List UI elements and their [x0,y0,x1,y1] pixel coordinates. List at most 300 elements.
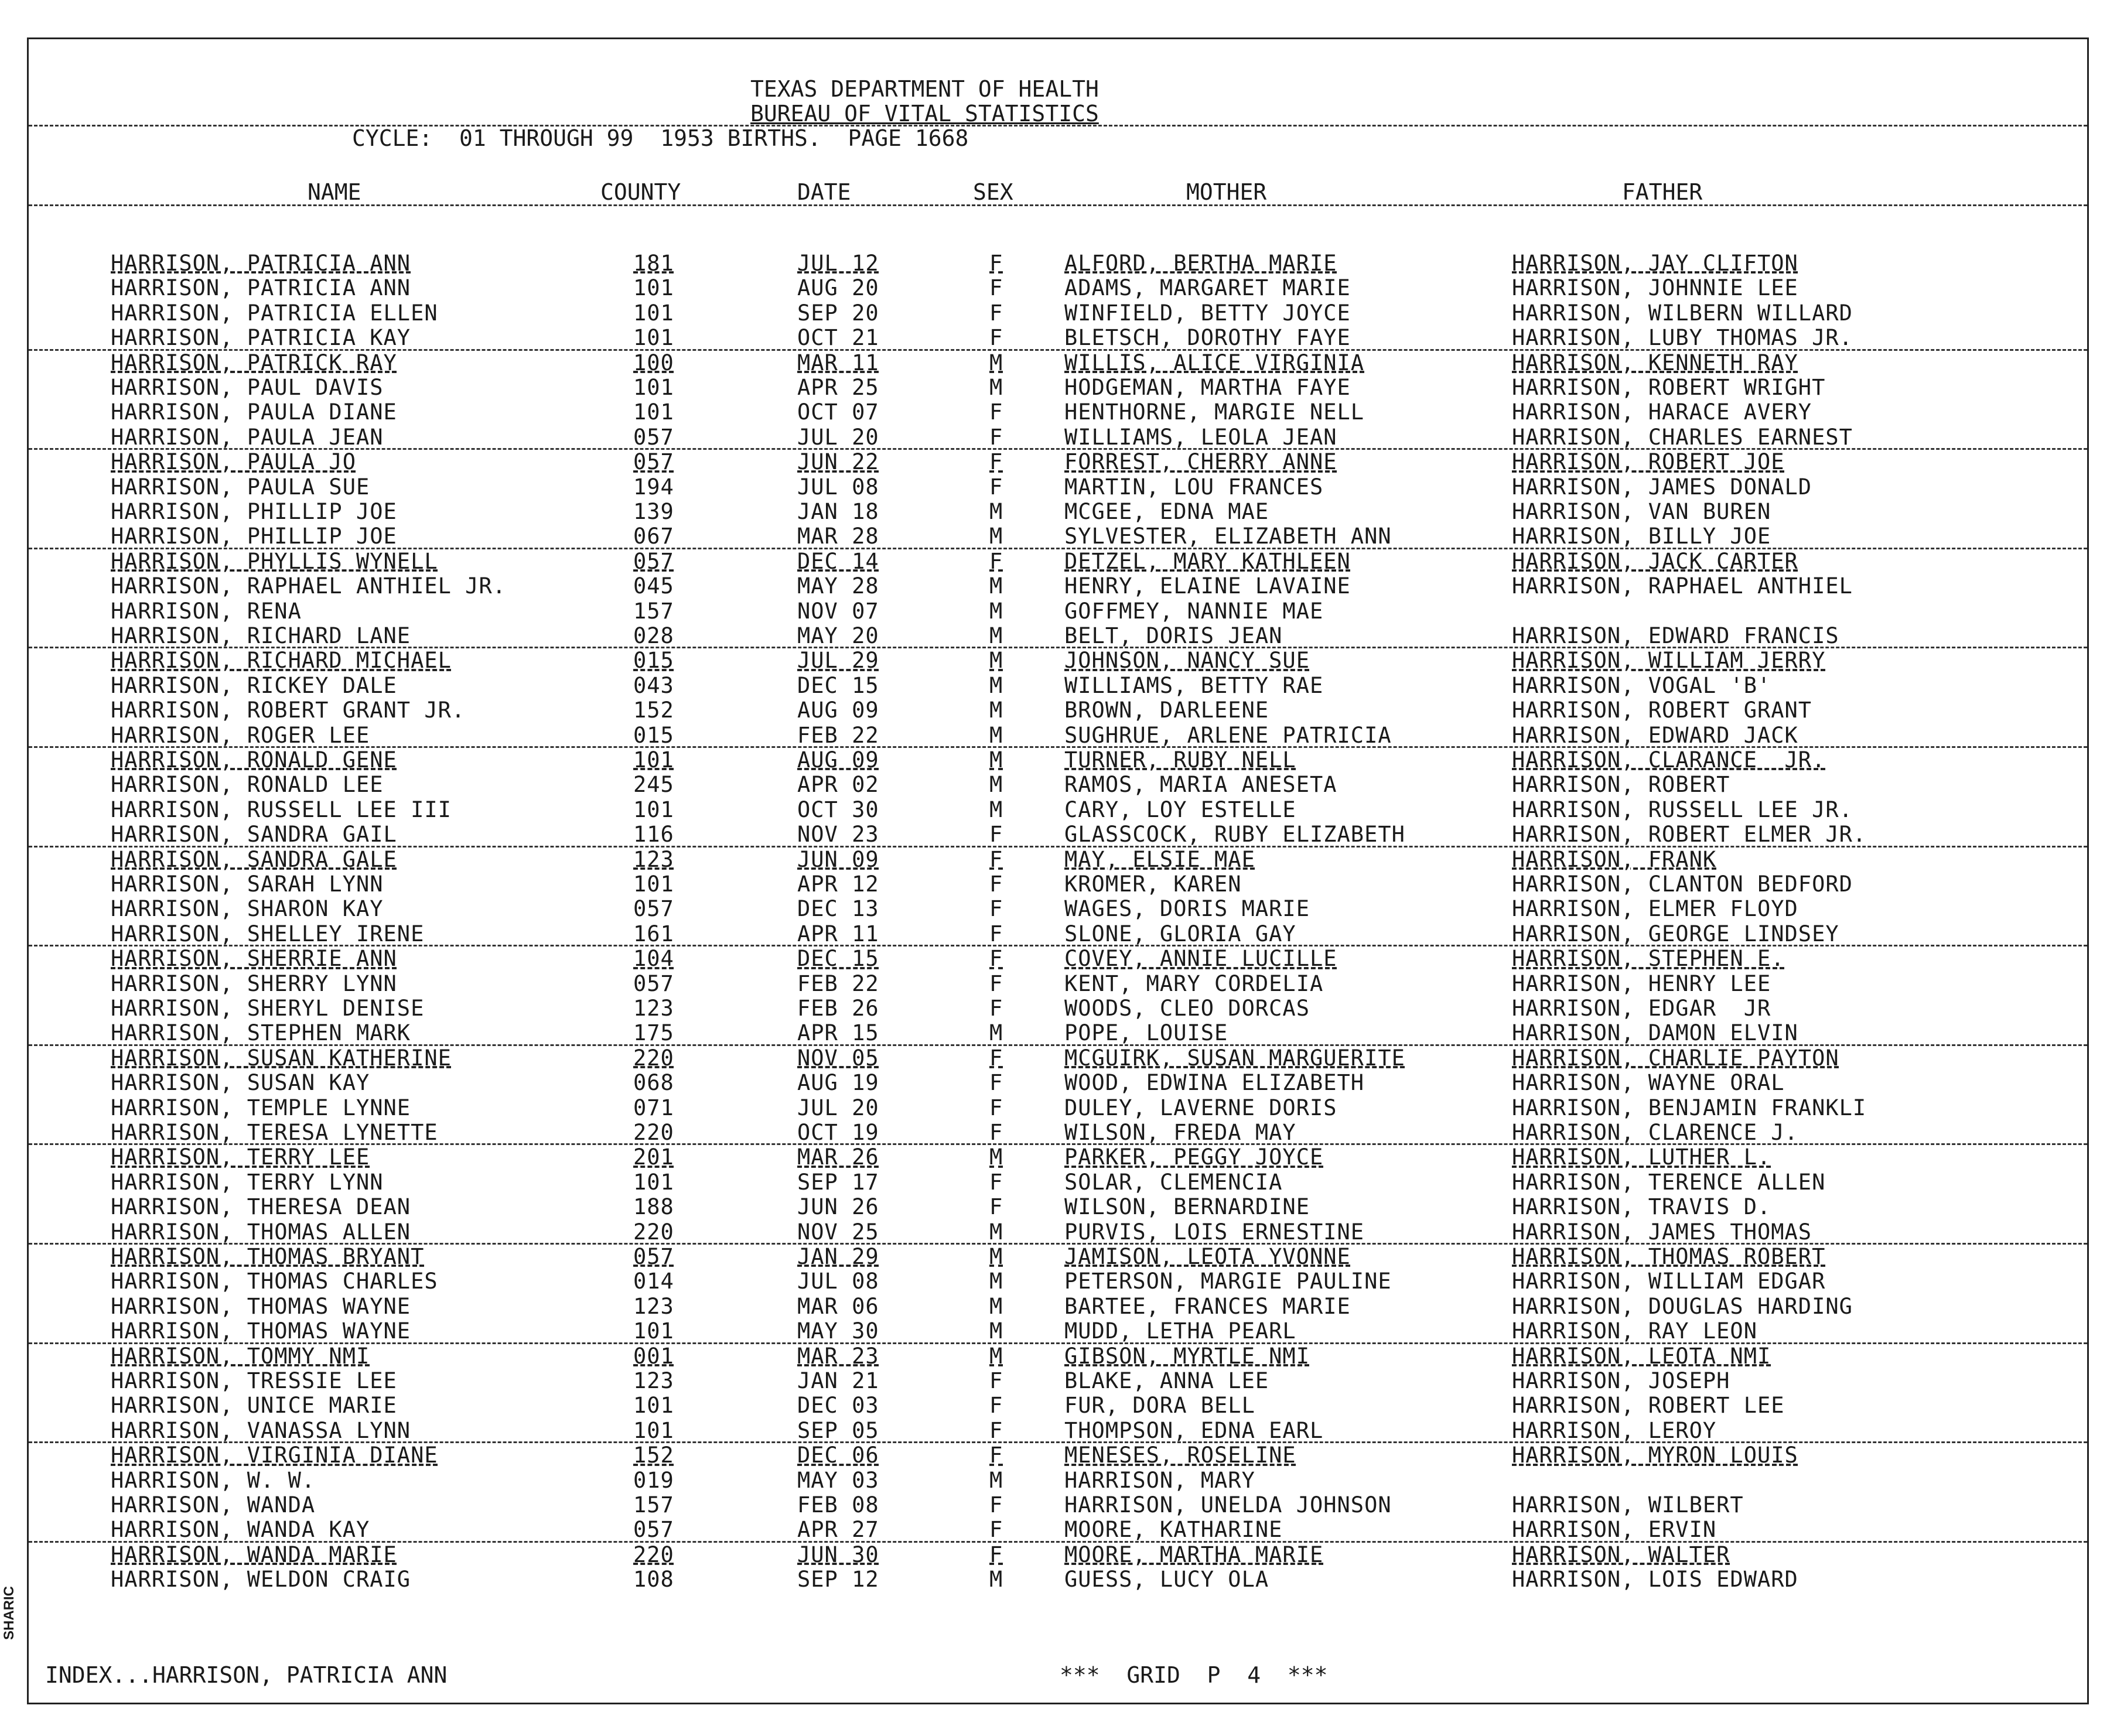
cell-date: NOV 07 [797,598,879,624]
cell-father: HARRISON, KENNETH RAY [1512,350,1798,375]
table-row [29,1419,2087,1443]
cell-father: HARRISON, JACK CARTER [1512,548,1798,574]
cell-date: JUL 29 [797,648,879,674]
cell-father: HARRISON, ROBERT GRANT [1512,698,1812,723]
cell-county: 101 [633,872,674,897]
cell-father: HARRISON, ROBERT WRIGHT [1512,375,1826,400]
cell-county: 001 [633,1343,674,1369]
cell-name: HARRISON, PAULA DIANE [111,399,397,425]
table-row [29,549,2087,574]
cell-county: 028 [633,623,674,648]
cell-mother: KENT, MARY CORDELIA [1064,970,1324,996]
cell-name: HARRISON, PHILLIP JOE [111,524,397,549]
table-row [29,624,2087,648]
cell-mother: GLASSCOCK, RUBY ELIZABETH [1064,822,1405,848]
column-header-rule [29,204,2087,206]
cell-father: HARRISON, TRAVIS D. [1512,1194,1771,1220]
cell-mother: HENRY, ELAINE LAVAINE [1064,573,1351,599]
cell-father: HARRISON, BENJAMIN FRANKLI [1512,1095,1867,1120]
cell-sex: F [989,1045,1003,1071]
cell-sex: F [989,474,1003,500]
table-row [29,1319,2087,1344]
cell-date: MAR 26 [797,1144,879,1170]
cell-sex: M [989,1467,1003,1493]
cell-name: HARRISON, SANDRA GALE [111,846,397,872]
cell-date: AUG 20 [797,275,879,301]
cell-county: 057 [633,548,674,574]
cell-mother: BROWN, DARLEENE [1064,698,1269,723]
cell-sex: F [989,846,1003,872]
cell-date: MAR 11 [797,350,879,375]
cell-county: 108 [633,1567,674,1593]
cell-name: HARRISON, PAULA JEAN [111,424,384,450]
cell-father: HARRISON, THOMAS ROBERT [1512,1244,1826,1269]
cell-sex: F [989,1443,1003,1468]
cell-mother: HARRISON, MARY [1064,1467,1255,1493]
cell-name: HARRISON, SHERRY LYNN [111,970,397,996]
table-row [29,1021,2087,1045]
cell-name: HARRISON, TRESSIE LEE [111,1368,397,1393]
table-row [29,425,2087,450]
col-header-date: DATE [797,179,851,205]
cell-mother: WILLIAMS, LEOLA JEAN [1064,424,1337,450]
cell-county: 101 [633,399,674,425]
cell-father: HARRISON, RAY LEON [1512,1318,1757,1344]
cell-name: HARRISON, SHARON KAY [111,896,384,922]
cell-county: 123 [633,846,674,872]
cell-mother: WAGES, DORIS MARIE [1064,896,1310,922]
cell-sex: M [989,1219,1003,1245]
cell-mother: COVEY, ANNIE LUCILLE [1064,946,1337,972]
cell-county: 220 [633,1120,674,1145]
table-row [29,798,2087,822]
cell-sex: M [989,573,1003,599]
cell-mother: PARKER, PEGGY JOYCE [1064,1144,1324,1170]
side-label [1,1585,25,1699]
cell-county: 057 [633,424,674,450]
cell-county: 101 [633,747,674,773]
cell-sex: M [989,1020,1003,1046]
cell-father: HARRISON, DOUGLAS HARDING [1512,1293,1853,1319]
cell-county: 220 [633,1045,674,1071]
cell-date: MAR 23 [797,1343,879,1369]
table-row [29,1120,2087,1145]
cell-name: HARRISON, TERRY LEE [111,1144,370,1170]
cell-date: DEC 13 [797,896,879,922]
cell-father: HARRISON, ROBERT JOE [1512,449,1785,475]
cell-mother: MUDD, LETHA PEARL [1064,1318,1296,1344]
cell-mother: MCGUIRK, SUSAN MARGUERITE [1064,1045,1405,1071]
table-row [29,599,2087,624]
table-row [29,251,2087,276]
table-row [29,500,2087,524]
table-row [29,848,2087,872]
cell-county: 101 [633,325,674,351]
cell-sex: M [989,772,1003,798]
table-row [29,674,2087,698]
cell-name: HARRISON, SANDRA GAIL [111,822,397,848]
table-row [29,1294,2087,1319]
cell-father: HARRISON, ELMER FLOYD [1512,896,1798,922]
table-row [29,773,2087,797]
cell-name: HARRISON, VIRGINIA DIANE [111,1443,438,1468]
cell-date: MAR 06 [797,1293,879,1319]
col-header-father: FATHER [1622,179,1703,205]
cell-sex: F [989,946,1003,972]
cell-county: 101 [633,1318,674,1344]
cell-father: HARRISON, VOGAL 'B' [1512,672,1771,698]
cell-mother: RAMOS, MARIA ANESETA [1064,772,1337,798]
cell-name: HARRISON, PAULA SUE [111,474,370,500]
table-row [29,723,2087,748]
cell-date: DEC 15 [797,946,879,972]
cell-sex: F [989,1194,1003,1220]
cell-father: HARRISON, ERVIN [1512,1517,1717,1543]
cell-date: AUG 09 [797,698,879,723]
cell-date: FEB 22 [797,722,879,748]
table-row [29,1096,2087,1120]
cell-name: HARRISON, TOMMY NMI [111,1343,370,1369]
table-row [29,1220,2087,1245]
cell-name: HARRISON, W. W. [111,1467,316,1493]
side-label-text: SHARIC [1,1585,17,1640]
cell-sex: F [989,325,1003,351]
table-row [29,276,2087,300]
cell-father: HARRISON, WILBERN WILLARD [1512,300,1853,326]
cell-name: HARRISON, PATRICK RAY [111,350,397,375]
cell-sex: F [989,872,1003,897]
cell-father: HARRISON, ROBERT [1512,772,1730,798]
cell-mother: WOOD, EDWINA ELIZABETH [1064,1070,1365,1096]
cell-date: DEC 06 [797,1443,879,1468]
table-row [29,450,2087,474]
cell-date: SEP 17 [797,1169,879,1195]
cell-father: HARRISON, LUBY THOMAS JR. [1512,325,1853,351]
cell-date: APR 27 [797,1517,879,1543]
cell-sex: M [989,747,1003,773]
cell-date: APR 11 [797,921,879,946]
cell-mother: DULEY, LAVERNE DORIS [1064,1095,1337,1120]
cell-sex: M [989,672,1003,698]
cell-date: JUN 22 [797,449,879,475]
cycle-line: CYCLE: 01 THROUGH 99 1953 BIRTHS. PAGE 1668 [352,125,969,151]
footer-grid: *** GRID P 4 *** [1060,1662,1328,1688]
cell-county: 101 [633,300,674,326]
cell-name: HARRISON, WANDA MARIE [111,1542,397,1567]
table-row [29,1344,2087,1369]
cell-date: MAY 28 [797,573,879,599]
table-row [29,822,2087,847]
cell-date: OCT 30 [797,797,879,822]
cell-sex: M [989,722,1003,748]
cell-sex: F [989,1517,1003,1543]
cell-date: DEC 03 [797,1393,879,1419]
cell-mother: WOODS, CLEO DORCAS [1064,996,1310,1021]
cell-mother: MOORE, MARTHA MARIE [1064,1542,1324,1567]
cell-father: HARRISON, RAPHAEL ANTHIEL [1512,573,1853,599]
agency-title: TEXAS DEPARTMENT OF HEALTH [750,76,1099,102]
table-row [29,1567,2087,1592]
cell-sex: F [989,548,1003,574]
cell-county: 194 [633,474,674,500]
cell-county: 123 [633,1368,674,1393]
cell-mother: WILSON, BERNARDINE [1064,1194,1310,1220]
cell-name: HARRISON, TERESA LYNETTE [111,1120,438,1145]
cell-date: APR 12 [797,872,879,897]
table-row [29,996,2087,1021]
cell-sex: M [989,648,1003,674]
cell-name: HARRISON, RONALD LEE [111,772,384,798]
cell-mother: PETERSON, MARGIE PAULINE [1064,1269,1392,1294]
cell-mother: BARTEE, FRANCES MARIE [1064,1293,1351,1319]
cell-sex: M [989,1293,1003,1319]
cell-mother: KROMER, KAREN [1064,872,1242,897]
cell-date: JUL 12 [797,251,879,276]
cell-father: HARRISON, LUTHER L. [1512,1144,1771,1170]
cell-father: HARRISON, JOHNNIE LEE [1512,275,1798,301]
cell-mother: GOFFMEY, NANNIE MAE [1064,598,1324,624]
cell-name: HARRISON, VANASSA LYNN [111,1417,411,1443]
cell-father: HARRISON, JAMES DONALD [1512,474,1812,500]
table-row [29,897,2087,921]
col-header-name: NAME [308,179,361,205]
cell-county: 045 [633,573,674,599]
cell-sex: F [989,1095,1003,1120]
cell-father: HARRISON, LEOTA NMI [1512,1343,1771,1369]
table-row [29,1393,2087,1418]
cell-sex: F [989,449,1003,475]
cell-name: HARRISON, THOMAS ALLEN [111,1219,411,1245]
cell-name: HARRISON, THOMAS WAYNE [111,1318,411,1344]
cell-mother: MAY, ELSIE MAE [1064,846,1255,872]
cell-county: 101 [633,797,674,822]
cell-name: HARRISON, RONALD GENE [111,747,397,773]
cell-date: AUG 19 [797,1070,879,1096]
cell-county: 101 [633,1393,674,1419]
cell-county: 067 [633,524,674,549]
cell-county: 014 [633,1269,674,1294]
cell-sex: M [989,623,1003,648]
cell-date: NOV 23 [797,822,879,848]
cell-sex: F [989,1169,1003,1195]
cell-father: HARRISON, ROBERT ELMER JR. [1512,822,1867,848]
cell-date: JUN 30 [797,1542,879,1567]
cell-mother: TURNER, RUBY NELL [1064,747,1296,773]
table-row [29,1369,2087,1393]
cell-county: 123 [633,1293,674,1319]
table-row [29,972,2087,996]
cell-father: HARRISON, FRANK [1512,846,1717,872]
cell-mother: SYLVESTER, ELIZABETH ANN [1064,524,1392,549]
cell-name: HARRISON, PAULA JO [111,449,356,475]
cell-mother: THOMPSON, EDNA EARL [1064,1417,1324,1443]
cell-name: HARRISON, TERRY LYNN [111,1169,384,1195]
cell-name: HARRISON, WANDA [111,1492,316,1518]
cell-sex: M [989,1343,1003,1369]
cell-mother: SOLAR, CLEMENCIA [1064,1169,1283,1195]
cell-father: HARRISON, VAN BUREN [1512,499,1771,524]
cell-father: HARRISON, TERENCE ALLEN [1512,1169,1826,1195]
cell-sex: M [989,698,1003,723]
table-row [29,524,2087,549]
table-row [29,922,2087,946]
table-row [29,1145,2087,1170]
cell-county: 152 [633,1443,674,1468]
cell-date: JAN 21 [797,1368,879,1393]
cell-name: HARRISON, RAPHAEL ANTHIEL JR. [111,573,507,599]
cell-date: MAY 03 [797,1467,879,1493]
cell-mother: WILSON, FREDA MAY [1064,1120,1296,1145]
cell-date: APR 02 [797,772,879,798]
cell-county: 071 [633,1095,674,1120]
cell-county: 116 [633,822,674,848]
cell-mother: ADAMS, MARGARET MARIE [1064,275,1351,301]
cell-mother: MOORE, KATHARINE [1064,1517,1283,1543]
cell-name: HARRISON, RICHARD LANE [111,623,411,648]
cell-mother: FUR, DORA BELL [1064,1393,1255,1419]
cell-county: 043 [633,672,674,698]
cell-county: 157 [633,1492,674,1518]
cell-father: HARRISON, MYRON LOUIS [1512,1443,1798,1468]
cell-county: 161 [633,921,674,946]
cell-name: HARRISON, THOMAS WAYNE [111,1293,411,1319]
table-row [29,1071,2087,1095]
cell-name: HARRISON, RICKEY DALE [111,672,397,698]
table-row [29,326,2087,350]
cell-sex: M [989,1244,1003,1269]
cell-mother: HODGEMAN, MARTHA FAYE [1064,375,1351,400]
cell-date: MAY 30 [797,1318,879,1344]
cell-name: HARRISON, RENA [111,598,302,624]
cell-sex: M [989,1144,1003,1170]
cell-father: HARRISON, WILLIAM JERRY [1512,648,1826,674]
cell-county: 245 [633,772,674,798]
cell-mother: JOHNSON, NANCY SUE [1064,648,1310,674]
cell-father: HARRISON, WILLIAM EDGAR [1512,1269,1826,1294]
cell-mother: BELT, DORIS JEAN [1064,623,1283,648]
cell-date: SEP 05 [797,1417,879,1443]
cell-sex: M [989,524,1003,549]
cell-name: HARRISON, TEMPLE LYNNE [111,1095,411,1120]
cell-mother: MARTIN, LOU FRANCES [1064,474,1324,500]
cell-county: 101 [633,375,674,400]
cell-county: 057 [633,1517,674,1543]
table-row [29,872,2087,897]
col-header-county: COUNTY [600,179,681,205]
cell-father: HARRISON, RUSSELL LEE JR. [1512,797,1853,822]
cell-father: HARRISON, CLARANCE JR. [1512,747,1826,773]
cell-father: HARRISON, GEORGE LINDSEY [1512,921,1839,946]
cell-county: 201 [633,1144,674,1170]
table-row [29,1195,2087,1219]
table-row [29,1170,2087,1195]
cell-sex: M [989,1318,1003,1344]
cell-sex: F [989,896,1003,922]
cell-date: FEB 22 [797,970,879,996]
cell-name: HARRISON, SHERYL DENISE [111,996,425,1021]
cell-name: HARRISON, SHERRIE ANN [111,946,397,972]
cell-sex: F [989,822,1003,848]
cell-sex: F [989,300,1003,326]
cell-date: SEP 20 [797,300,879,326]
cell-mother: DETZEL, MARY KATHLEEN [1064,548,1351,574]
cell-mother: SUGHRUE, ARLENE PATRICIA [1064,722,1392,748]
table-row [29,1468,2087,1493]
cell-county: 101 [633,1417,674,1443]
cell-date: APR 15 [797,1020,879,1046]
table-row [29,1245,2087,1269]
cell-name: HARRISON, PATRICIA KAY [111,325,411,351]
cell-father: HARRISON, HARACE AVERY [1512,399,1812,425]
cell-father: HARRISON, ROBERT LEE [1512,1393,1785,1419]
cell-name: HARRISON, PATRICIA ANN [111,275,411,301]
table-row [29,351,2087,375]
cell-county: 188 [633,1194,674,1220]
cell-date: DEC 15 [797,672,879,698]
cell-date: AUG 09 [797,747,879,773]
cell-sex: F [989,1542,1003,1567]
cell-father: HARRISON, EDWARD FRANCIS [1512,623,1839,648]
cell-county: 015 [633,648,674,674]
table-row [29,400,2087,425]
cell-date: FEB 26 [797,996,879,1021]
cell-date: JUN 26 [797,1194,879,1220]
cell-sex: M [989,1269,1003,1294]
cell-mother: BLETSCH, DOROTHY FAYE [1064,325,1351,351]
table-row [29,574,2087,599]
cell-county: 139 [633,499,674,524]
table-row [29,1493,2087,1518]
footer-index: INDEX...HARRISON, PATRICIA ANN [45,1662,448,1688]
cell-county: 152 [633,698,674,723]
cell-name: HARRISON, ROGER LEE [111,722,370,748]
cell-mother: MENESES, ROSELINE [1064,1443,1296,1468]
table-row [29,1046,2087,1071]
cell-sex: F [989,1120,1003,1145]
cell-county: 181 [633,251,674,276]
cell-date: JUN 09 [797,846,879,872]
cell-date: OCT 21 [797,325,879,351]
cell-father: HARRISON, WILBERT [1512,1492,1744,1518]
cell-date: JAN 18 [797,499,879,524]
cell-date: APR 25 [797,375,879,400]
cell-name: HARRISON, SUSAN KATHERINE [111,1045,452,1071]
cell-father: HARRISON, CLARENCE J. [1512,1120,1798,1145]
cell-county: 123 [633,996,674,1021]
cell-date: SEP 12 [797,1567,879,1593]
cell-county: 220 [633,1219,674,1245]
cell-mother: FORREST, CHERRY ANNE [1064,449,1337,475]
cell-mother: JAMISON, LEOTA YVONNE [1064,1244,1351,1269]
table-row [29,698,2087,723]
cell-name: HARRISON, THOMAS CHARLES [111,1269,438,1294]
cell-date: FEB 08 [797,1492,879,1518]
cell-sex: M [989,598,1003,624]
cell-sex: M [989,797,1003,822]
cell-sex: F [989,424,1003,450]
cell-mother: WINFIELD, BETTY JOYCE [1064,300,1351,326]
cell-mother: MCGEE, EDNA MAE [1064,499,1269,524]
cell-mother: WILLIS, ALICE VIRGINIA [1064,350,1365,375]
cell-name: HARRISON, PHILLIP JOE [111,499,397,524]
cell-county: 057 [633,449,674,475]
table-row [29,1543,2087,1567]
cell-sex: F [989,1368,1003,1393]
table-row [29,475,2087,500]
cell-father: HARRISON, CHARLES EARNEST [1512,424,1853,450]
cell-father: HARRISON, DAMON ELVIN [1512,1020,1798,1046]
table-row [29,748,2087,773]
